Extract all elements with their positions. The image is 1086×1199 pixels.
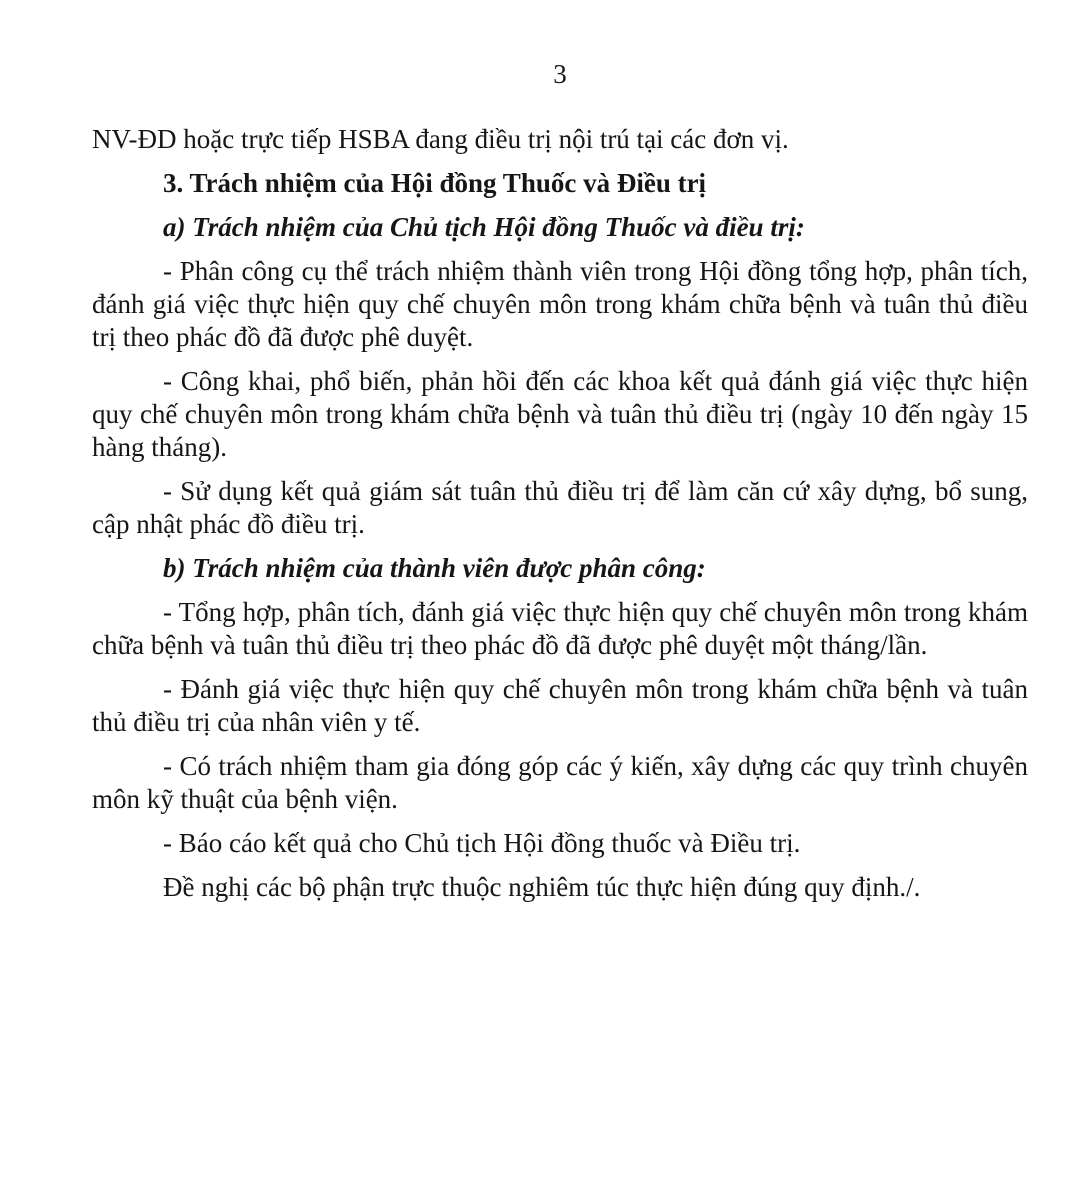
paragraph: - Công khai, phổ biến, phản hồi đến các khoa kết quả đánh giá việc thực hiện quy chế chuyên môn trong khám chữa bệnh và tuân thủ điều trị (ngày 10 đến ngày 15 hàng tháng). (92, 366, 1028, 462)
subsection-a-heading: a) Trách nhiệm của Chủ tịch Hội đồng Thuốc và điều trị: (163, 212, 805, 242)
paragraph: - Có trách nhiệm tham gia đóng góp các ý kiến, xây dựng các quy trình chuyên môn kỹ thuật của bệnh viện. (92, 751, 1028, 814)
paragraph: - Đánh giá việc thực hiện quy chế chuyên môn trong khám chữa bệnh và tuân thủ điều trị của nhân viên y tế. (92, 674, 1028, 737)
page-number: 3 (553, 59, 567, 89)
subsection-b-heading: b) Trách nhiệm của thành viên được phân công: (163, 553, 706, 583)
intro-paragraph: NV-ĐD hoặc trực tiếp HSBA đang điều trị nội trú tại các đơn vị. (92, 124, 789, 154)
paragraph: - Sử dụng kết quả giám sát tuân thủ điều trị để làm căn cứ xây dựng, bổ sung, cập nhật phác đồ điều trị. (92, 476, 1028, 539)
paragraph: - Báo cáo kết quả cho Chủ tịch Hội đồng thuốc và Điều trị. (163, 828, 801, 858)
paragraph: - Phân công cụ thể trách nhiệm thành viên trong Hội đồng tổng hợp, phân tích, đánh giá việc thực hiện quy chế chuyên môn trong khám chữa bệnh và tuân thủ điều trị theo phác đồ đã được phê duyệt. (92, 256, 1028, 352)
closing-paragraph: Đề nghị các bộ phận trực thuộc nghiêm túc thực hiện đúng quy định./. (163, 872, 921, 902)
paragraph: - Tổng hợp, phân tích, đánh giá việc thực hiện quy chế chuyên môn trong khám chữa bệnh và tuân thủ điều trị theo phác đồ đã được phê duyệt một tháng/lần. (92, 597, 1028, 660)
section-3-heading: 3. Trách nhiệm của Hội đồng Thuốc và Điều trị (163, 168, 707, 198)
